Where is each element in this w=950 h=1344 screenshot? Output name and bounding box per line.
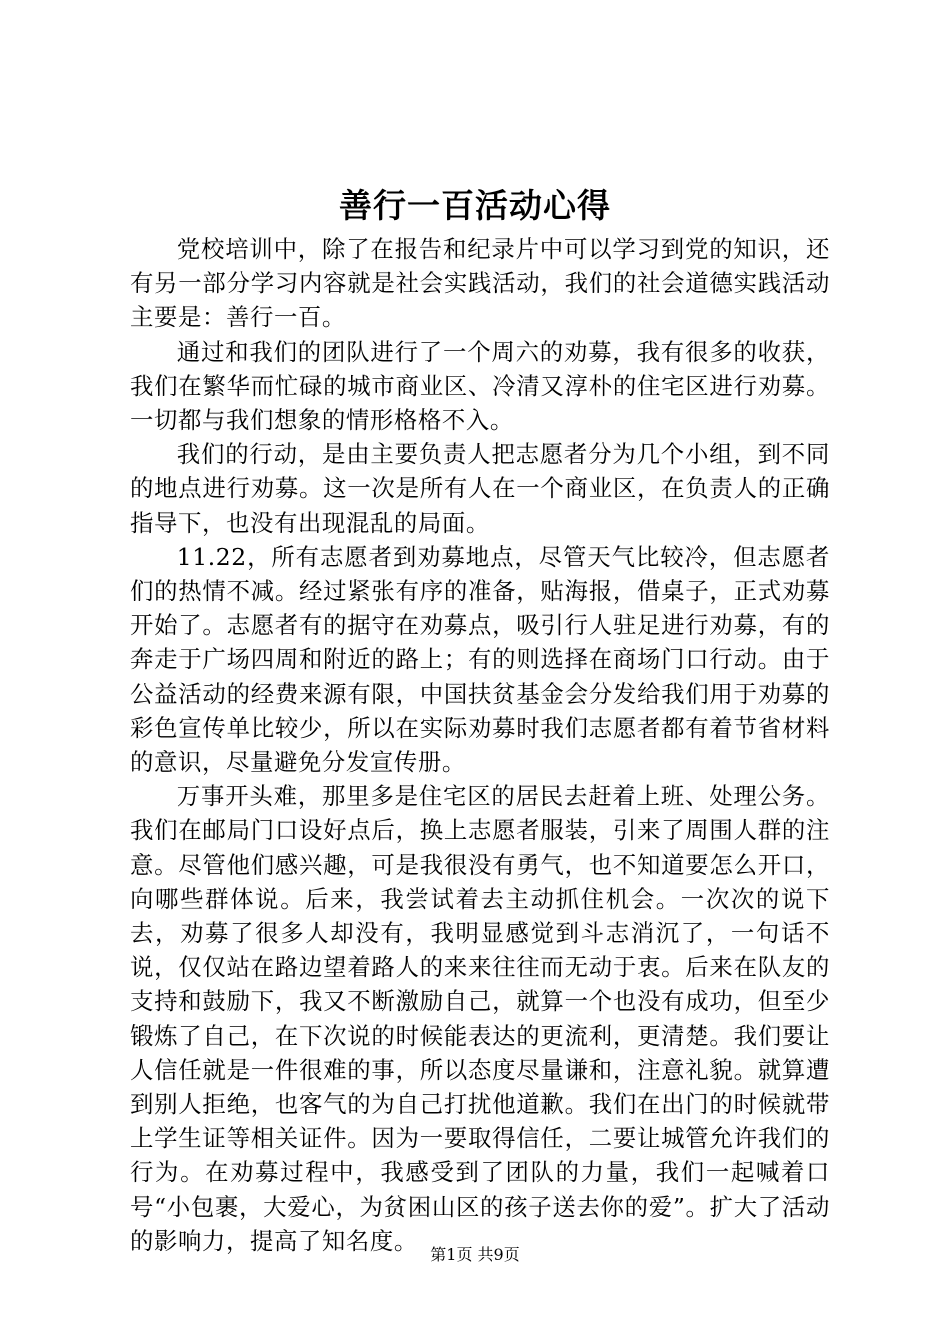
paragraph: 11.22，所有志愿者到劝募地点，尽管天气比较冷，但志愿者们的热情不减。经过紧张有序的准备，贴海报，借桌子，正式劝募开始了。志愿者有的据守在劝募点，吸引行人驻足进行劝募，有的奔走于广场四周和附近的路上；有的则选择在商场门口行动。由于公益活动的经费来源有限，中国扶贫基金会分发给我们用于劝募的彩色宣传单比较少，所以在实际劝募时我们志愿者都有着节省材料的意识，尽量避免分发宣传册。 [130,542,830,777]
paragraph: 万事开头难，那里多是住宅区的居民去赶着上班、处理公务。我们在邮局门口设好点后，换上志愿者服装，引来了周围人群的注意。尽管他们感兴趣，可是我很没有勇气，也不知道要怎么开口，向哪些群体说。后来，我尝试着去主动抓住机会。一次次的说下去，劝募了很多人却没有，我明显感觉到斗志消沉了，一句话不说，仅仅站在路边望着路人的来来往往而无动于衷。后来在队友的支持和鼓励下，我又不断激励自己，就算一个也没有成功，但至少锻炼了自己，在下次说的时候能表达的更流利，更清楚。我们要让人信任就是一件很难的事，所以态度尽量谦和，注意礼貌。就算遭到别人拒绝，也客气的为自己打扰他道歉。我们在出门的时候就带上学生证等相关证件。因为一要取得信任，二要让城管允许我们的行为。在劝募过程中，我感受到了团队的力量，我们一起喊着口号“小包裹，大爱心，为贫困山区的孩子送去你的爱”。扩大了活动的影响力，提高了知名度。 [130,782,830,1255]
page-number-footer: 第1页 共9页 [430,1245,520,1264]
document-title: 善行一百活动心得 [339,186,611,225]
paragraph: 党校培训中，除了在报告和纪录片中可以学习到党的知识，还有另一部分学习内容就是社会实践活动，我们的社会道德实践活动主要是：善行一百。 [130,235,830,332]
paragraph: 我们的行动，是由主要负责人把志愿者分为几个小组，到不同的地点进行劝募。这一次是所有人在一个商业区，在负责人的正确指导下，也没有出现混乱的局面。 [130,440,830,537]
paragraph: 通过和我们的团队进行了一个周六的劝募，我有很多的收获，我们在繁华而忙碌的城市商业区、冷清又淳朴的住宅区进行劝募。一切都与我们想象的情形格格不入。 [130,337,830,435]
document-body [130,232,830,1258]
